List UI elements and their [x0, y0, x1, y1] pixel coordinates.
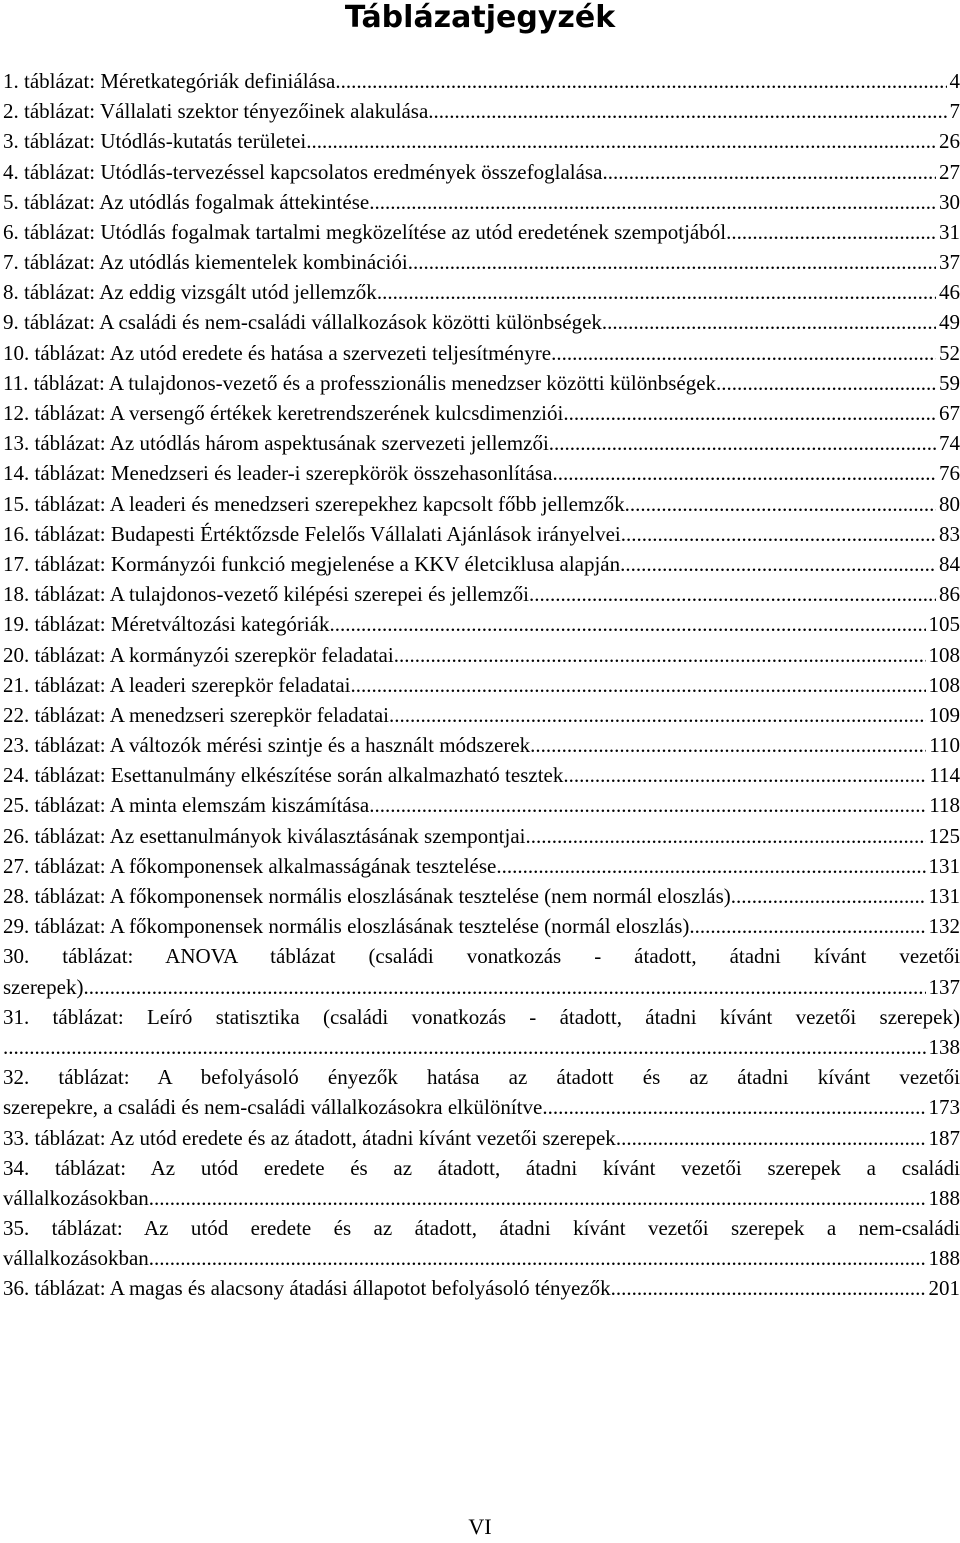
- toc-entry-label: 26. táblázat: Az esettanulmányok kiválasztásának szempontjai: [3, 823, 526, 848]
- toc-entry-page: 74: [939, 431, 960, 456]
- dot-leader: [616, 1123, 926, 1153]
- dot-leader: [330, 609, 926, 639]
- toc-entry-label: 4. táblázat: Utódlás-tervezéssel kapcsolatos eredmények összefoglalása: [3, 159, 603, 184]
- toc-entry[interactable]: [3, 277, 960, 307]
- toc-entry-label: 14. táblázat: Menedzseri és leader-i szerepkörök összehasonlítása: [3, 461, 553, 486]
- dot-leader: [428, 96, 946, 126]
- toc-entry-label: 25. táblázat: A minta elemszám kiszámítása: [3, 793, 370, 818]
- dot-leader: [551, 338, 936, 368]
- toc-entry-page: 86: [939, 582, 960, 607]
- toc-entry[interactable]: [3, 157, 960, 187]
- toc-entry-page: 80: [939, 491, 960, 516]
- toc-entry-page: 59: [939, 370, 960, 395]
- toc-entry-label: 15. táblázat: A leaderi és menedzseri szerepekhez kapcsolt főbb jellemzők: [3, 491, 625, 516]
- toc-entry[interactable]: [3, 338, 960, 368]
- toc-entry-page: 187: [928, 1125, 960, 1150]
- toc-entry-page: 26: [939, 129, 960, 154]
- toc-entry-page: 83: [939, 521, 960, 546]
- toc-entry-page: 30: [939, 189, 960, 214]
- toc-entry[interactable]: [3, 187, 960, 217]
- toc-entry[interactable]: [3, 760, 960, 790]
- toc-entry-page: 125: [928, 823, 960, 848]
- toc-entry[interactable]: [3, 791, 960, 821]
- dot-leader: [621, 519, 936, 549]
- toc-entry[interactable]: [3, 308, 960, 338]
- toc-entry-page: 76: [939, 461, 960, 486]
- toc-entry[interactable]: [3, 1002, 960, 1062]
- toc-entry[interactable]: [3, 1274, 960, 1304]
- toc-entry-label: 5. táblázat: Az utódlás fogalmak áttekintése: [3, 189, 370, 214]
- dot-leader: [529, 579, 936, 609]
- toc-entry[interactable]: [3, 1123, 960, 1153]
- toc-entry-label: 21. táblázat: A leaderi szerepkör feladatai: [3, 672, 351, 697]
- toc-entry[interactable]: [3, 730, 960, 760]
- toc-entry-page: 132: [928, 914, 960, 939]
- toc-entry-label: 9. táblázat: A családi és nem-családi vállalkozások közötti különbségek: [3, 310, 602, 335]
- toc-entry-label: 24. táblázat: Esettanulmány elkészítése során alkalmazható tesztek: [3, 763, 564, 788]
- toc-entry-label: 16. táblázat: Budapesti Értéktőzsde Felelős Vállalati Ajánlások irányelvei: [3, 521, 621, 546]
- toc-entry-page: 37: [939, 250, 960, 275]
- toc-entry-page: 105: [928, 612, 960, 637]
- dot-leader: [389, 700, 926, 730]
- dot-leader: [351, 670, 926, 700]
- dot-leader: [716, 368, 936, 398]
- toc-entry-label: 18. táblázat: A tulajdonos-vezető kilépési szerepei és jellemzői: [3, 582, 529, 607]
- toc-entry-label: 22. táblázat: A menedzseri szerepkör feladatai: [3, 702, 389, 727]
- toc-entry[interactable]: [3, 549, 960, 579]
- toc-entry-label: 3. táblázat: Utódlás-kutatás területei: [3, 129, 307, 154]
- dot-leader: [369, 187, 936, 217]
- toc-entry-label: 10. táblázat: Az utód eredete és hatása a szervezeti teljesítményre: [3, 340, 552, 365]
- dot-leader: [726, 217, 936, 247]
- toc-entry-page: 201: [928, 1276, 960, 1301]
- dot-leader: [149, 1183, 926, 1213]
- toc-entry-page: 131: [928, 853, 960, 878]
- toc-entry-page: 46: [939, 280, 960, 305]
- toc-entry[interactable]: [3, 609, 960, 639]
- dot-leader: [369, 790, 926, 820]
- toc-entry-page: 52: [939, 340, 960, 365]
- toc-entry-page: 188: [928, 1185, 960, 1210]
- toc-entry[interactable]: [3, 428, 960, 458]
- toc-entry-label: 33. táblázat: Az utód eredete és az átadott, átadni kívánt vezetői szerepek: [3, 1125, 616, 1150]
- toc-entry[interactable]: [3, 700, 960, 730]
- toc-entry-label: 17. táblázat: Kormányzói funkció megjelenése a KKV életciklusa alapján: [3, 551, 621, 576]
- toc-entry-page: 118: [929, 793, 960, 818]
- toc-entry[interactable]: [3, 941, 960, 1001]
- dot-leader: [496, 851, 925, 881]
- dot-leader: [394, 640, 926, 670]
- dot-leader: [526, 821, 926, 851]
- toc-entry[interactable]: [3, 851, 960, 881]
- toc-entry-page: 31: [939, 219, 960, 244]
- toc-entry[interactable]: [3, 368, 960, 398]
- dot-leader: [3, 1032, 926, 1062]
- toc-entry-label: 20. táblázat: A kormányzói szerepkör feladatai: [3, 642, 394, 667]
- toc-entry-page: 4: [949, 68, 960, 93]
- toc-entry-label: 7. táblázat: Az utódlás kiementelek kombinációi: [3, 250, 408, 275]
- toc-entry-label: 29. táblázat: A főkomponensek normális eloszlásának tesztelése (normál eloszlás): [3, 914, 690, 939]
- toc-entry-label: 13. táblázat: Az utódlás három aspektusának szervezeti jellemzői: [3, 431, 549, 456]
- toc-entry-label-line2: szerepekre, a családi és nem-családi vállalkozásokra elkülönítve: [3, 1095, 543, 1120]
- dot-leader: [620, 549, 936, 579]
- dot-leader: [625, 489, 936, 519]
- toc-entry[interactable]: [3, 1153, 960, 1213]
- toc-entry-page: 108: [928, 642, 960, 667]
- dot-leader: [306, 126, 936, 156]
- page-title: Táblázatjegyzék: [344, 0, 616, 35]
- toc-entry[interactable]: [3, 217, 960, 247]
- toc-entry-label-line2: vállalkozásokban: [3, 1246, 149, 1271]
- toc-entry-page: 7: [949, 99, 960, 124]
- toc-entry-label: 19. táblázat: Méretváltozási kategóriák: [3, 612, 330, 637]
- toc-entry[interactable]: [3, 881, 960, 911]
- dot-leader: [408, 247, 936, 277]
- toc-entry-label-line1: 31. táblázat: Leíró statisztika (családi vonatkozás - átadott, átadni kívánt vezetői szerepek): [3, 1004, 960, 1029]
- dot-leader: [377, 277, 936, 307]
- dot-leader: [542, 1092, 925, 1122]
- toc-entry-label: 27. táblázat: A főkomponensek alkalmasságának tesztelése: [3, 853, 497, 878]
- dot-leader: [335, 66, 946, 96]
- toc-entry-label: 28. táblázat: A főkomponensek normális eloszlásának tesztelése (nem normál eloszlás): [3, 884, 731, 909]
- toc-entry-page: 138: [928, 1034, 960, 1059]
- toc-entry-page: 114: [929, 763, 960, 788]
- dot-leader: [563, 760, 926, 790]
- toc-entry-page: 67: [939, 401, 960, 426]
- dot-leader: [149, 1243, 926, 1273]
- toc-entry-label-line1: 32. táblázat: A befolyásoló ényezők hatása az átadott és az átadni kívánt vezetői: [3, 1065, 960, 1090]
- dot-leader: [83, 972, 925, 1002]
- dot-leader: [549, 428, 936, 458]
- toc-entry-label: 2. táblázat: Vállalati szektor tényezőinek alakulása: [3, 99, 429, 124]
- toc-entry[interactable]: [3, 640, 960, 670]
- toc-entry[interactable]: [3, 126, 960, 156]
- toc-entry-page: 84: [939, 551, 960, 576]
- dot-leader: [689, 911, 925, 941]
- dot-leader: [602, 157, 936, 187]
- toc-entry-page: 109: [928, 702, 960, 727]
- toc-entry-page: 49: [939, 310, 960, 335]
- toc-entry[interactable]: [3, 96, 960, 126]
- toc-entry-page: 110: [929, 733, 960, 758]
- toc-entry[interactable]: [3, 1062, 960, 1122]
- toc-entry[interactable]: [3, 66, 960, 96]
- toc-entry[interactable]: [3, 519, 960, 549]
- toc-entry-page: 173: [928, 1095, 960, 1120]
- toc-entry-page: 27: [939, 159, 960, 184]
- toc-entry-page: 137: [928, 974, 960, 999]
- toc-entry-label: 8. táblázat: Az eddig vizsgált utód jellemzők: [3, 280, 377, 305]
- dot-leader: [563, 398, 936, 428]
- dot-leader: [731, 881, 926, 911]
- dot-leader: [611, 1273, 926, 1303]
- toc-entry-page: 188: [928, 1246, 960, 1271]
- toc-entry-label: 6. táblázat: Utódlás fogalmak tartalmi megközelítése az utód eredetének szempotjából: [3, 219, 727, 244]
- toc-entry[interactable]: [3, 1213, 960, 1273]
- toc-entry-page: 131: [928, 884, 960, 909]
- toc-entry[interactable]: [3, 247, 960, 277]
- toc-entry-label-line1: 30. táblázat: ANOVA táblázat (családi vonatkozás - átadott, átadni kívánt vezetői: [3, 944, 960, 969]
- toc-entry[interactable]: [3, 821, 960, 851]
- toc-entry-label: 23. táblázat: A változók mérési szintje és a használt módszerek: [3, 733, 531, 758]
- toc-entry[interactable]: [3, 579, 960, 609]
- toc-entry-label: 1. táblázat: Méretkategóriák definiálása: [3, 68, 336, 93]
- dot-leader: [602, 307, 936, 337]
- toc-entry[interactable]: [3, 489, 960, 519]
- toc-entry[interactable]: [3, 398, 960, 428]
- toc-entry[interactable]: [3, 911, 960, 941]
- toc-entry[interactable]: [3, 458, 960, 488]
- toc-entry-label: 36. táblázat: A magas és alacsony átadási állapotot befolyásoló tényezők: [3, 1276, 611, 1301]
- dot-leader: [552, 458, 936, 488]
- toc-entry-label-line1: 34. táblázat: Az utód eredete és az átadott, átadni kívánt vezetői szerepek a családi: [3, 1155, 960, 1180]
- toc-entry-label: 11. táblázat: A tulajdonos-vezető és a professzionális menedzser közötti különbségek: [3, 370, 717, 395]
- toc-entry-page: 108: [928, 672, 960, 697]
- toc-entry[interactable]: [3, 670, 960, 700]
- toc-entry-label: 12. táblázat: A versengő értékek keretrendszerének kulcsdimenziói: [3, 401, 564, 426]
- toc-entry-label-line2: szerepek): [3, 974, 84, 999]
- dot-leader: [530, 730, 926, 760]
- toc-entry-label-line1: 35. táblázat: Az utód eredete és az átadott, átadni kívánt vezetői szerepek a nem-családi: [3, 1216, 960, 1241]
- page-number: VI: [468, 1514, 492, 1539]
- toc-entry-label-line2: vállalkozásokban: [3, 1185, 149, 1210]
- table-of-tables-list: [3, 66, 960, 1304]
